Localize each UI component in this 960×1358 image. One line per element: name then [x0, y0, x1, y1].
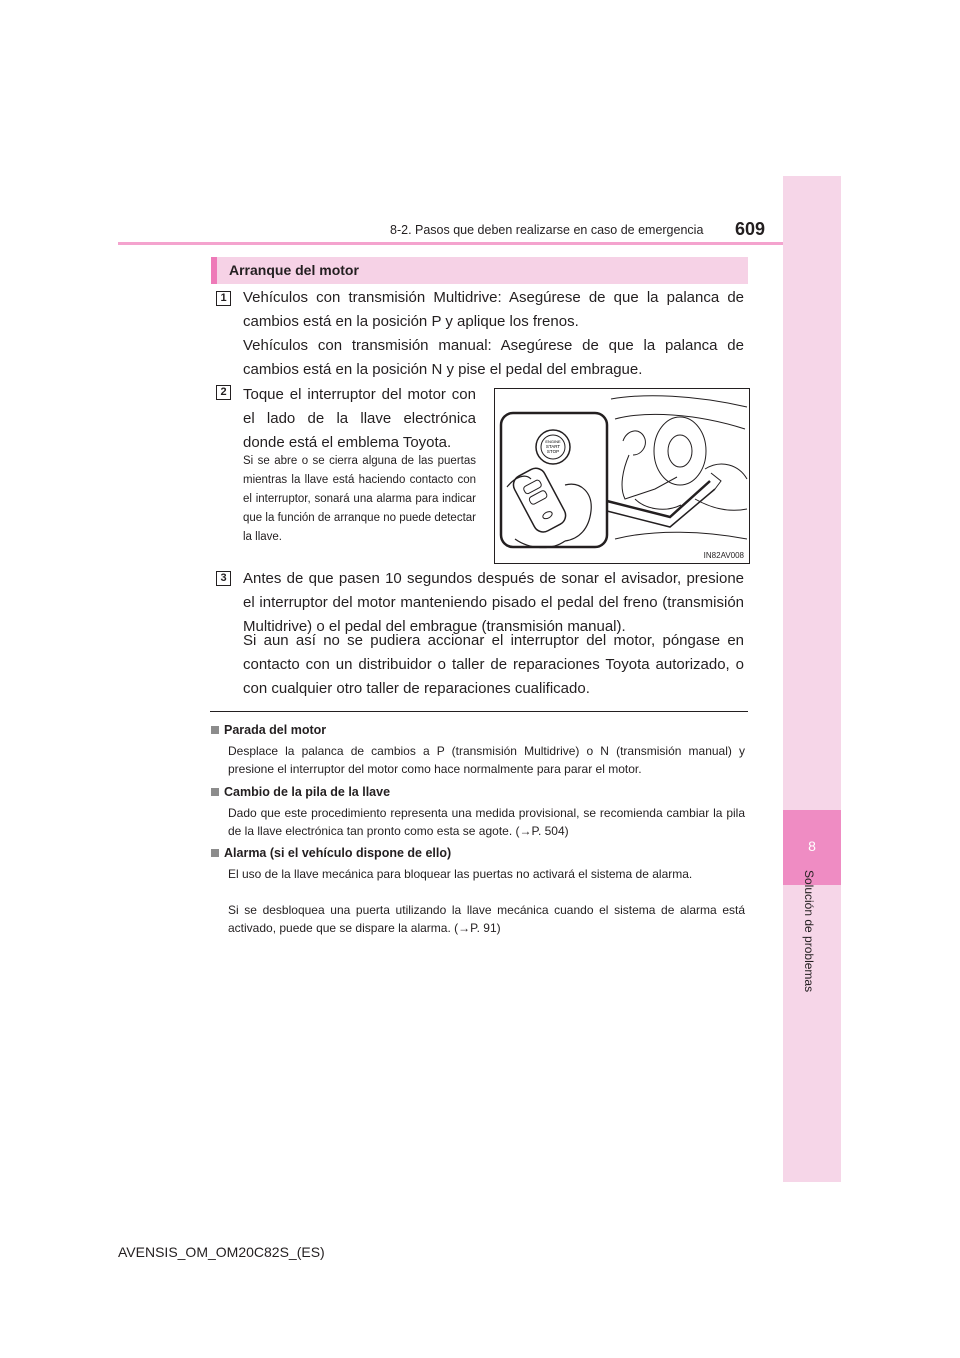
- step-number-3: 3: [216, 571, 231, 586]
- bullet-square-icon: [211, 849, 219, 857]
- engine-start-figure: [494, 388, 750, 564]
- step-number-2: 2: [216, 385, 231, 400]
- note-body-alarma-2: Si se desbloquea una puerta utilizando la llave mecánica cuando el sistema de alarma está activado, puede que se dispare la alarma. (→P. 91): [228, 903, 745, 935]
- step-1-text-multidrive: Vehículos con transmisión Multidrive: Asegúrese de que la palanca de cambios está en la posición P y aplique los frenos.: [243, 289, 744, 330]
- figure-code: IN82AV008: [703, 551, 744, 560]
- note-body-pila: Dado que este procedimiento representa una medida provisional, se recomienda cambiar la pila de la llave electrónica tan pronto como esta se agote. (→P. 504): [228, 806, 745, 838]
- svg-text:START: START: [545, 444, 561, 449]
- note-title-parada: Parada del motor: [224, 723, 327, 737]
- key-touch-illustration: [495, 389, 749, 563]
- step-3-text: Antes de que pasen 10 segundos después de sonar el avisador, presione el interruptor del motor manteniendo pisado el pedal del freno (transmisión Multidrive) o el pedal del embrague (transmisión manual).: [243, 570, 744, 635]
- section-heading-bar: [211, 257, 748, 284]
- note-body-parada: Desplace la palanca de cambios a P (transmisión Multidrive) o N (transmisión manual) y presione el interruptor del motor como hace normalmente para parar el motor.: [228, 744, 745, 776]
- header-section-title: 8-2. Pasos que deben realizarse en caso de emergencia: [390, 223, 704, 237]
- step-2-text: Toque el interruptor del motor con el lado de la llave electrónica donde está el emblema Toyota.: [243, 386, 476, 451]
- engine-start-button-icon: [536, 430, 570, 464]
- bullet-square-icon: [211, 788, 219, 796]
- notes-divider: [210, 711, 748, 712]
- note-heading-alarma: [211, 846, 451, 860]
- svg-text:STOP: STOP: [546, 449, 560, 454]
- step-3-followup: Si aun así no se pudiera accionar el interruptor del motor, póngase en contacto con un distribuidor o taller de reparaciones Toyota autorizado, o con cualquier otro taller de reparaciones cualificado.: [243, 632, 744, 697]
- chapter-side-tab: [783, 176, 841, 1182]
- note-body-alarma: El uso de la llave mecánica para bloquear las puertas no activará el sistema de alarma.: [228, 867, 693, 881]
- page-number: 609: [735, 219, 766, 239]
- step-number-1: 1: [216, 291, 231, 306]
- step-2-note: Si se abre o se cierra alguna de las puertas mientras la llave está haciendo contacto con el interruptor, sonará una alarma para indicar que la función de arranque no puede detectar la llave.: [243, 455, 476, 543]
- document-code: AVENSIS_OM_OM20C82S_(ES): [118, 1244, 325, 1260]
- section-title: Arranque del motor: [229, 262, 359, 278]
- svg-text:ENGINE: ENGINE: [545, 439, 561, 444]
- note-title-pila: Cambio de la pila de la llave: [224, 785, 391, 799]
- chapter-number: 8: [808, 838, 816, 854]
- step-1-text-manual: Vehículos con transmisión manual: Asegúrese de que la palanca de cambios está en la posición N y pise el pedal del embrague.: [243, 337, 744, 378]
- chapter-label: Solución de problemas: [802, 870, 816, 993]
- bullet-square-icon: [211, 726, 219, 734]
- note-title-alarma: Alarma (si el vehículo dispone de ello): [224, 846, 452, 860]
- note-heading-pila: [211, 785, 390, 799]
- note-heading-parada: [211, 723, 326, 737]
- header-rule: [118, 242, 783, 245]
